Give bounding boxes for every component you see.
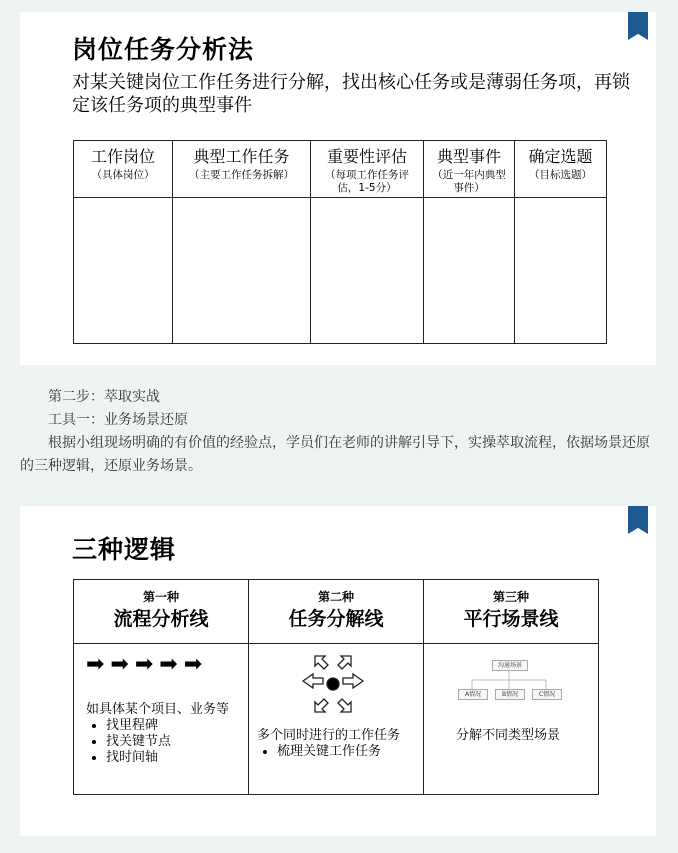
slide-subtitle: 对某关键岗位工作任务进行分解，找出核心任务或是薄弱任务项，再锁定该任务项的典型事件 [72,72,630,116]
list-item: • 找里程碑 [106,718,229,734]
logic-column [74,580,249,794]
logic-column [249,580,424,794]
tree-leaf-node: B情况 [495,689,525,700]
column-title: 确定选题 [528,147,593,166]
job-task-table [73,140,607,344]
tree-leaf-node: C情况 [532,689,562,700]
logic-order: 第三种 [492,590,529,604]
logic-name: 平行场景线 [463,608,559,630]
column-note: （每项工作任务评估，1-5分） [325,169,409,194]
table-column [515,141,606,343]
logic-description: 如具体某个项目、业务等 [86,702,230,717]
column-note: （近一年内典型事件） [432,169,506,194]
radiating-arrows-icon [293,648,373,720]
logic-table [73,579,599,795]
table-column [424,141,515,343]
logic-description: 分解不同类型场景 [456,728,561,743]
column-note: （目标选题） [529,169,592,181]
bullet-list [86,718,229,766]
step-heading: 第二步：萃取实战 [48,389,160,405]
bullet-list [257,744,400,760]
logic-column [424,580,598,794]
column-note: （主要工作任务拆解） [189,169,294,181]
list-item: • 找时间轴 [106,750,229,766]
bookmark-icon [628,506,648,534]
slide-title: 三种逻辑 [72,535,177,564]
logic-order: 第二种 [317,590,354,604]
column-title: 工作岗位 [90,147,155,166]
slide-title: 岗位任务分析法 [72,35,255,64]
body-paragraph: 根据小组现场明确的有价值的经验点，学员们在老师的讲解引导下，实操萃取流程，依据场景还原的三种逻辑，还原业务场景。 [20,435,650,474]
table-column [173,141,311,343]
logic-description: 多个同时进行的工作任务 [257,728,401,743]
column-note: （具体岗位） [91,169,155,181]
arrow-right-icon: ➡➡➡➡➡ [86,652,209,677]
slide-three-logics [20,506,656,836]
tree-leaf-node: A情况 [458,689,488,700]
scenario-tree-diagram [454,658,564,708]
column-title: 典型事件 [436,147,501,166]
tree-root-node: 沟通场景 [492,660,528,671]
logic-name: 任务分解线 [288,608,384,630]
bookmark-icon [628,12,648,40]
tool-heading: 工具一：业务场景还原 [48,412,188,428]
list-item: • 梳理关键工作任务 [277,744,400,760]
list-item: • 找关键节点 [106,734,229,750]
logic-name: 流程分析线 [113,608,209,630]
table-column [74,141,173,343]
article-text [20,386,650,478]
column-title: 典型工作任务 [193,147,290,166]
column-title: 重要性评估 [326,147,407,166]
logic-order: 第一种 [142,590,179,604]
slide-job-task-analysis [20,12,656,365]
table-column [311,141,424,343]
